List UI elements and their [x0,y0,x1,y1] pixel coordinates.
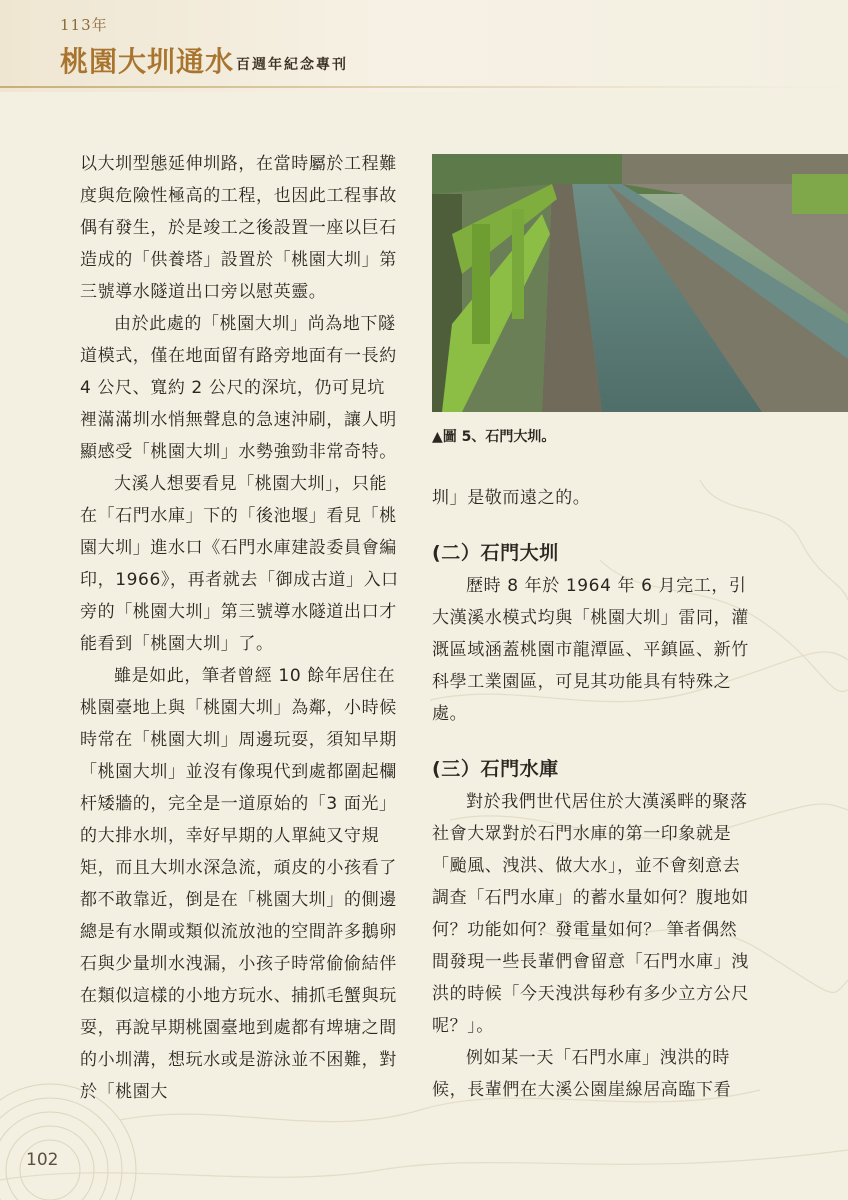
left-paragraph-1: 以大圳型態延伸圳路，在當時屬於工程難度與危險性極高的工程，也因此工程事故偶有發生，於是竣工之後設置一座以巨石造成的「供養塔」設置於「桃園大圳」第三號導水隧道出口旁以慰英靈。 [80,154,397,302]
header-divider [0,86,848,88]
section-shimen-reservoir-paragraph-1: 對於我們世代居住於大漢溪畔的聚落社會大眾對於石門水庫的第一印象就是「颱風、洩洪、做大水」，並不會刻意去調查「石門水庫」的蓄水量如何？腹地如何？功能如何？發電量如何？ 筆者偶然間發現一些長輩們會留意「石門水庫」洩洪的時候「今天洩洪每秒有多少立方公尺呢？」。 [432,792,749,1036]
header-year: 113年 [60,16,108,34]
section-shimen-reservoir-paragraph-2: 例如某一天「石門水庫」洩洪的時候，長輩們在大溪公園崖線居高臨下看 [432,1048,732,1100]
page-header [0,0,848,92]
section-shimen-canal-text: 歷時 8 年於 1964 年 6 月完工，引大漢溪水模式均與「桃園大圳」雷同，灌溉區域涵蓋桃園市龍潭區、平鎮區、新竹科學工業園區，可見其功能具有特殊之處。 [432,576,749,724]
left-paragraph-4: 雖是如此，筆者曾經 10 餘年居住在桃園臺地上與「桃園大圳」為鄰，小時候時常在「桃園大圳」周邊玩耍，須知早期「桃園大圳」並沒有像現代到處都圍起欄杆矮牆的，完全是一道原始的「3 面光」的大排水圳，幸好早期的人單純又守規矩，而且大圳水深急流，頑皮的小孩看了都不敢靠近，倒是在「桃園大圳」的側邊總是有水閘或類似流放池的空間許多鵝卵石與少量圳水洩漏，小孩子時常偷偷結伴在類似這樣的小地方玩水、捕抓毛蟹與玩耍，再說早期桃園臺地到處都有埤塘之間的小圳溝，想玩水或是游泳並不困難，對於「桃園大 [80,666,397,1102]
header-title: 桃園大圳通水 [60,45,235,78]
section-heading-shimen-reservoir: (三）石門水庫 [432,758,559,780]
page-number: 102 [26,1150,59,1170]
left-paragraph-3: 大溪人想要看見「桃園大圳」，只能在「石門水庫」下的「後池堰」看見「桃園大圳」進水口《石門水庫建設委員會編印，1966》，再者就去「御成古道」入口旁的「桃園大圳」第三號導水隧道出口才能看到「桃園大圳」了。 [80,474,399,654]
right-column [432,482,752,1106]
decorative-rings [0,1080,140,1200]
figure-caption: ▲圖 5、石門大圳。 [432,429,556,445]
canal-photo [432,154,848,412]
continuation-text: 圳」是敬而遠之的。 [432,488,591,508]
left-column [80,148,402,1108]
section-heading-shimen-canal: (二）石門大圳 [432,542,559,564]
left-paragraph-2: 由於此處的「桃園大圳」尚為地下隧道模式，僅在地面留有路旁地面有一長約 4 公尺、寬約 2 公尺的深坑，仍可見坑裡滿滿圳水悄無聲息的急速沖刷，讓人明顯感受「桃園大圳」水勢強勁非常奇特。 [80,314,397,462]
header-subtitle: 百週年紀念專刊 [236,57,348,73]
